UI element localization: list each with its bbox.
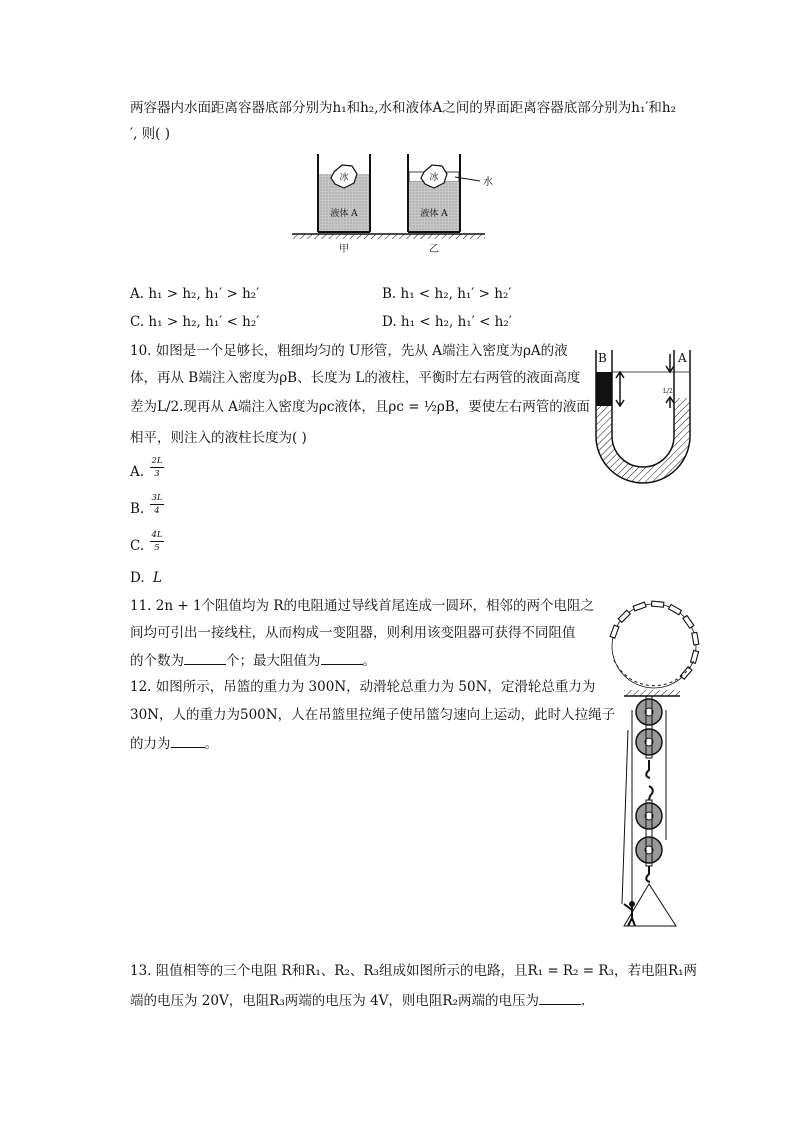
q10-option-d-text: L xyxy=(152,570,162,586)
frac-den: 3 xyxy=(154,469,160,479)
q13-text-a: 端的电压为 20V，电阻R₃两端的电压为 4V，则电阻R₂两端的电压为 xyxy=(130,993,540,1009)
q9-ice-containers-figure xyxy=(290,150,493,260)
q13-text-b: . xyxy=(581,993,586,1009)
q11-text-c: 。 xyxy=(362,653,376,669)
q13-line2 xyxy=(130,990,585,1011)
q10-line3: 差为L/2.现再从 A端注入密度为ρc液体，且ρc = ½ρB，要使左右两管的液面 xyxy=(130,399,590,415)
q10-option-b-label[interactable]: B. xyxy=(130,501,145,517)
q10-line1: 10. 如图是一个足够长，粗细均匀的 U形管，先从 A端注入密度为ρA的液 xyxy=(130,343,568,359)
q12-text-a: 的力为 xyxy=(130,736,171,752)
frac-den: 5 xyxy=(154,543,160,553)
resistor xyxy=(692,632,699,645)
q10-option-b-fraction xyxy=(150,493,164,516)
q11-line3 xyxy=(130,650,376,671)
resistor xyxy=(618,610,630,622)
q11-text-b: 个；最大阻值为 xyxy=(226,653,321,669)
q9-option-b[interactable]: B. h₁ < h₂, h₁′ > h₂′ xyxy=(382,286,512,302)
resistor xyxy=(651,601,663,607)
q13-line1: 13. 阻值相等的三个电阻 R和R₁、R₂、R₃组成如图所示的电路，且R₁ = R₂ = R₃，若电阻R₁两 xyxy=(130,963,698,979)
q11-text-a: 的个数为 xyxy=(130,653,184,669)
liquid-label-right: 液体 A xyxy=(420,209,448,219)
q12-line2: 30N，人的重力为500N，人在吊篮里拉绳子使吊篮匀速向上运动，此时人拉绳子 xyxy=(130,707,616,723)
q9-stem-line2: ′, 则( ) xyxy=(130,126,170,142)
q10-u-tube-figure xyxy=(590,346,694,486)
resistor xyxy=(683,616,694,629)
q10-option-c-fraction xyxy=(150,530,164,553)
q11-resistor-ring-figure xyxy=(604,598,704,694)
ice-label-left: 冰 xyxy=(339,173,349,183)
frac-num: 2L xyxy=(151,456,163,466)
q13-blank-voltage[interactable] xyxy=(539,990,581,1005)
resistor xyxy=(669,604,682,614)
frac-num: 4L xyxy=(151,530,163,540)
q12-line3 xyxy=(130,733,218,754)
water-label: 水 xyxy=(483,177,493,188)
liquid-label-left: 液体 A xyxy=(330,209,358,219)
label-yi: 乙 xyxy=(429,244,439,255)
q10-line2: 体，再从 B端注入密度为ρB、长度为 L的液柱，平衡时左右两管的液面高度 xyxy=(130,370,581,386)
q12-line1: 12. 如图所示，吊篮的重力为 300N，动滑轮总重力为 50N，定滑轮总重力为 xyxy=(130,679,596,695)
resistor xyxy=(691,650,699,663)
frac-num: 3L xyxy=(151,493,163,503)
q9-option-c[interactable]: C. h₁ > h₂, h₁′ < h₂′ xyxy=(130,314,260,330)
label-a: A xyxy=(678,351,687,365)
resistor xyxy=(610,625,619,638)
q12-pulley-basket-figure xyxy=(610,690,690,930)
q11-line2: 间均可引出一接线柱，从而构成一变阻器，则利用该变阻器可获得不同阻值 xyxy=(130,625,576,641)
q10-option-a-fraction xyxy=(150,456,164,479)
q12-text-b: 。 xyxy=(204,736,218,752)
q10-option-d[interactable] xyxy=(130,568,162,588)
q12-blank-force[interactable] xyxy=(171,733,205,748)
q9-option-a[interactable]: A. h₁ > h₂, h₁′ > h₂′ xyxy=(130,286,260,302)
resistor xyxy=(680,667,692,679)
q11-blank-count[interactable] xyxy=(184,650,226,665)
q10-option-a-label[interactable]: A. xyxy=(130,464,145,480)
q10-option-c-label[interactable]: C. xyxy=(130,538,145,554)
resistor xyxy=(633,602,646,611)
q9-option-d[interactable]: D. h₁ < h₂, h₁′ < h₂′ xyxy=(382,314,512,330)
label-b: B xyxy=(598,351,607,365)
frac-den: 4 xyxy=(154,506,160,516)
label-jia: 甲 xyxy=(339,244,349,255)
q11-line1: 11. 2n + 1个阻值均为 R的电阻通过导线首尾连成一圆环，相邻的两个电阻之 xyxy=(130,598,594,614)
q10-line4: 相平，则注入的液柱长度为( ) xyxy=(130,430,307,446)
ice-label-right: 冰 xyxy=(429,173,439,183)
q10-option-d-label: D. xyxy=(130,570,145,586)
q9-stem-line1: 两容器内水面距离容器底部分别为h₁和h₂,水和液体A之间的界面距离容器底部分别为h₁′和h₂ xyxy=(130,100,677,116)
q11-blank-max[interactable] xyxy=(321,650,363,665)
half-l-label: L/2 xyxy=(663,388,673,395)
